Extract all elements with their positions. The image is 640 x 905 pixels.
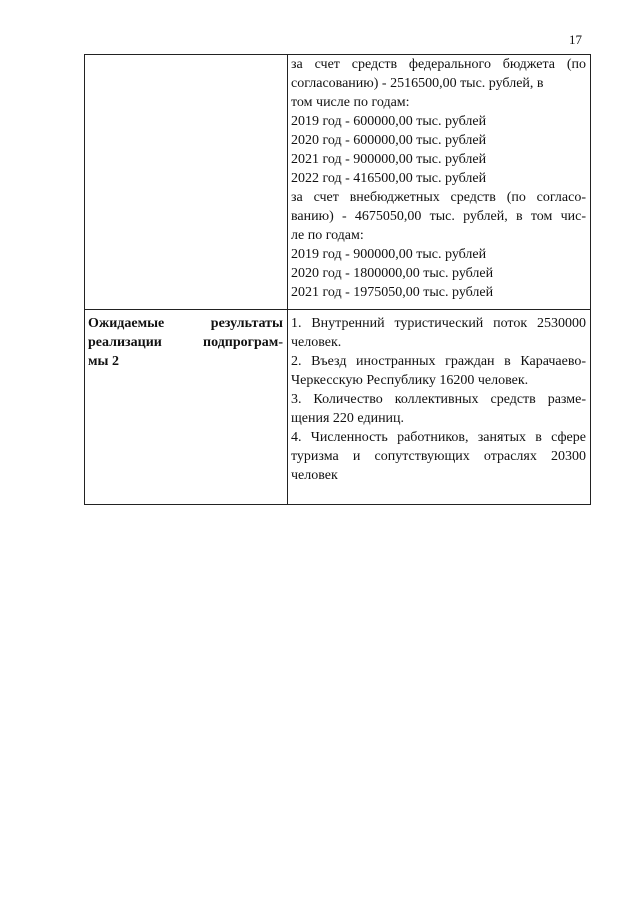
funding-line: ле по годам: (291, 228, 364, 243)
results-text (288, 310, 590, 504)
funding-content-cell (288, 55, 591, 310)
results-line: человек (291, 468, 338, 483)
funding-line: 2022 год - 416500,00 тыс. рублей (291, 171, 487, 186)
funding-line: 2021 год - 900000,00 тыс. рублей (291, 152, 487, 167)
funding-text (288, 55, 590, 309)
funding-line: 2019 год - 600000,00 тыс. рублей (291, 114, 487, 129)
results-label (85, 310, 287, 371)
funding-line: 2019 год - 900000,00 тыс. рублей (291, 247, 487, 262)
results-label-line: Ожидаемые результаты (88, 316, 283, 331)
results-line: 2. Въезд иностранных граждан в Карачаево- (291, 354, 586, 369)
funding-line: согласованию) - 2516500,00 тыс. рублей, в (291, 76, 544, 91)
results-line: Черкесскую Республику 16200 человек. (291, 373, 529, 388)
results-label-line: реализации подпрограм- (88, 335, 283, 350)
funding-line: за счет внебюджетных средств (по согласо- (291, 190, 586, 205)
table-row-expected-results (85, 310, 591, 505)
results-line: щения 220 единиц. (291, 411, 405, 426)
funding-line: 2020 год - 1800000,00 тыс. рублей (291, 266, 494, 281)
funding-label-cell (85, 55, 288, 310)
results-content-cell (288, 310, 591, 505)
results-line: туризма и сопутствующих отраслях 20300 (291, 449, 586, 464)
results-line: человек. (291, 335, 342, 350)
results-line: 3. Количество коллективных средств разме- (291, 392, 586, 407)
funding-line: за счет средств федерального бюджета (по (291, 57, 586, 72)
results-line: 4. Численность работников, занятых в сфере (291, 430, 586, 445)
results-label-line: мы 2 (88, 354, 119, 369)
results-label-cell (85, 310, 288, 505)
results-line: 1. Внутренний туристический поток 2530000 (291, 316, 586, 331)
table-row-funding (85, 55, 591, 310)
funding-label (85, 55, 287, 59)
funding-line: том числе по годам: (291, 95, 410, 110)
page-number: 17 (569, 32, 582, 47)
funding-line: 2020 год - 600000,00 тыс. рублей (291, 133, 487, 148)
funding-line: ванию) - 4675050,00 тыс. рублей, в том чис- (291, 209, 586, 224)
passport-table (84, 54, 591, 505)
funding-line: 2021 год - 1975050,00 тыс. рублей (291, 285, 494, 300)
